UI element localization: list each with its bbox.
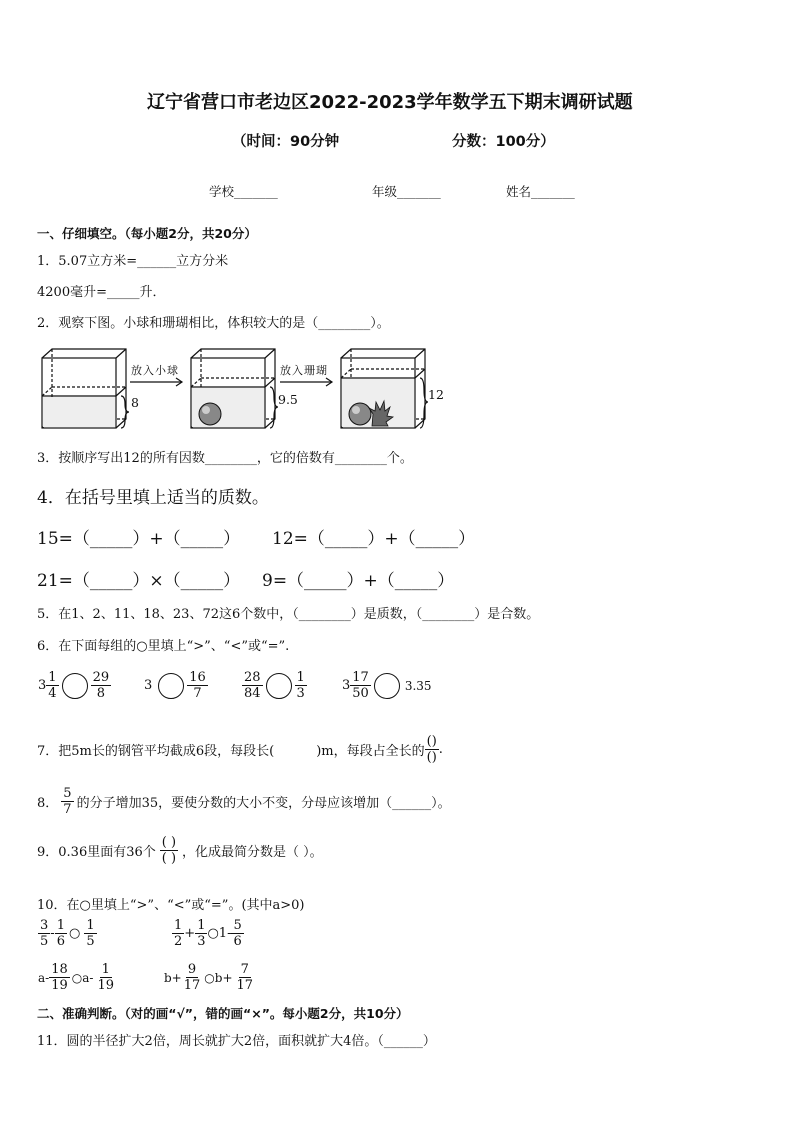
q6-item-2: 3 $\frac{16}{7}$ bbox=[144, 670, 206, 701]
arrow-label-ball: 放入小球 bbox=[131, 364, 179, 377]
fraction-blank: $\frac{()}{()}$ bbox=[426, 734, 437, 765]
question-1b: 4200毫升=_____升． bbox=[37, 285, 166, 300]
question-4: 4．在括号里填上适当的质数。 bbox=[37, 488, 269, 508]
q10-expr-2: $\frac{1}{2}$ + $\frac{1}{3}$ ○1- $\frac{5}{6}$ bbox=[174, 918, 242, 949]
question-7: 7．把5m长的钢管平均截成6段，每段长( )m，每段占全长的 $\frac{()}{()}$ . bbox=[37, 734, 443, 765]
question-9: 9．0.36里面有36个 $\frac{( )}{( )}$ ，化成最简分数是（ ）。 bbox=[37, 835, 323, 866]
container-diagram bbox=[36, 344, 446, 432]
page-title: 辽宁省营口市老边区2022-2023学年数学五下期末调研试题 bbox=[147, 92, 633, 113]
question-8: 8． $\frac{5}{7}$ 的分子增加35，要使分数的大小不变，分母应该增加（______）。 bbox=[37, 786, 451, 817]
q6-item-4: 3 $\frac{17}{50}$ 3.35 bbox=[342, 670, 432, 701]
height-label-1: 8 bbox=[131, 395, 139, 410]
fraction: $\frac{1}{4}$ bbox=[48, 670, 57, 701]
question-11: 11．圆的半径扩大2倍，周长就扩大2倍，面积就扩大4倍。（______） bbox=[37, 1034, 436, 1049]
school-field: 学校_______ bbox=[209, 184, 278, 199]
question-1a: 1．5.07立方米=______立方分米 bbox=[37, 254, 229, 269]
name-field: 姓名_______ bbox=[506, 184, 575, 199]
question-10: 10．在○里填上“>”、“<”或“=”。(其中a>0) bbox=[37, 898, 305, 913]
fraction: $\frac{16}{7}$ bbox=[189, 670, 206, 701]
fraction: $\frac{5}{7}$ bbox=[63, 786, 72, 817]
question-4-row-d: 9=（_____）+（_____） bbox=[262, 571, 455, 591]
q10-expr-4: b+ $\frac{9}{17}$ ○b+ $\frac{7}{17}$ bbox=[164, 962, 254, 993]
compare-circle[interactable] bbox=[62, 673, 88, 699]
question-5: 5．在1、2、11、18、23、72这6个数中，（________）是质数，（________）是合数。 bbox=[37, 607, 540, 622]
question-6: 6．在下面每组的○里填上“>”、“<”或“=”. bbox=[37, 639, 290, 654]
compare-circle[interactable] bbox=[374, 673, 400, 699]
grade-field: 年级_______ bbox=[372, 184, 441, 199]
fraction: $\frac{29}{8}$ bbox=[92, 670, 110, 701]
height-label-2: 9.5 bbox=[278, 392, 298, 407]
question-4-row-c: 21=（_____）×（_____） bbox=[37, 571, 241, 591]
question-4-row-b: 12=（_____）+（_____） bbox=[272, 529, 476, 549]
score-label: 分数：100分） bbox=[452, 134, 555, 150]
time-label: （时间：90分钟 bbox=[232, 134, 340, 150]
fraction: $\frac{17}{50}$ bbox=[352, 670, 369, 701]
arrow-label-coral: 放入珊瑚 bbox=[280, 364, 328, 377]
question-3: 3．按顺序写出12的所有因数________，它的倍数有________个。 bbox=[37, 451, 413, 466]
q10-expr-3: a- $\frac{18}{19}$ ○a- $\frac{1}{19}$ bbox=[38, 962, 114, 993]
fraction: $\frac{1}{3}$ bbox=[296, 670, 305, 701]
question-4-row-a: 15=（_____）+（_____） bbox=[37, 529, 241, 549]
section-2-heading: 二、准确判断。（对的画“√”，错的画“×”。每小题2分，共10分） bbox=[37, 1006, 409, 1021]
compare-circle[interactable] bbox=[266, 673, 292, 699]
fraction-blank: $\frac{( )}{( )}$ bbox=[161, 835, 177, 866]
q10-expr-1: $\frac{3}{5}$ - $\frac{1}{6}$ ○ $\frac{1}{5}$ bbox=[40, 918, 95, 949]
fraction: $\frac{28}{84}$ bbox=[244, 670, 261, 701]
section-1-heading: 一、仔细填空。（每小题2分，共20分） bbox=[37, 226, 257, 241]
compare-circle[interactable] bbox=[158, 673, 184, 699]
q6-item-3 bbox=[242, 670, 307, 701]
height-label-3: 12 bbox=[428, 387, 444, 402]
question-2: 2．观察下图。小球和珊瑚相比，体积较大的是（________）。 bbox=[37, 316, 390, 331]
q6-item-1: 3 $\frac{1}{4}$ $\frac{29}{8}$ bbox=[38, 670, 110, 701]
